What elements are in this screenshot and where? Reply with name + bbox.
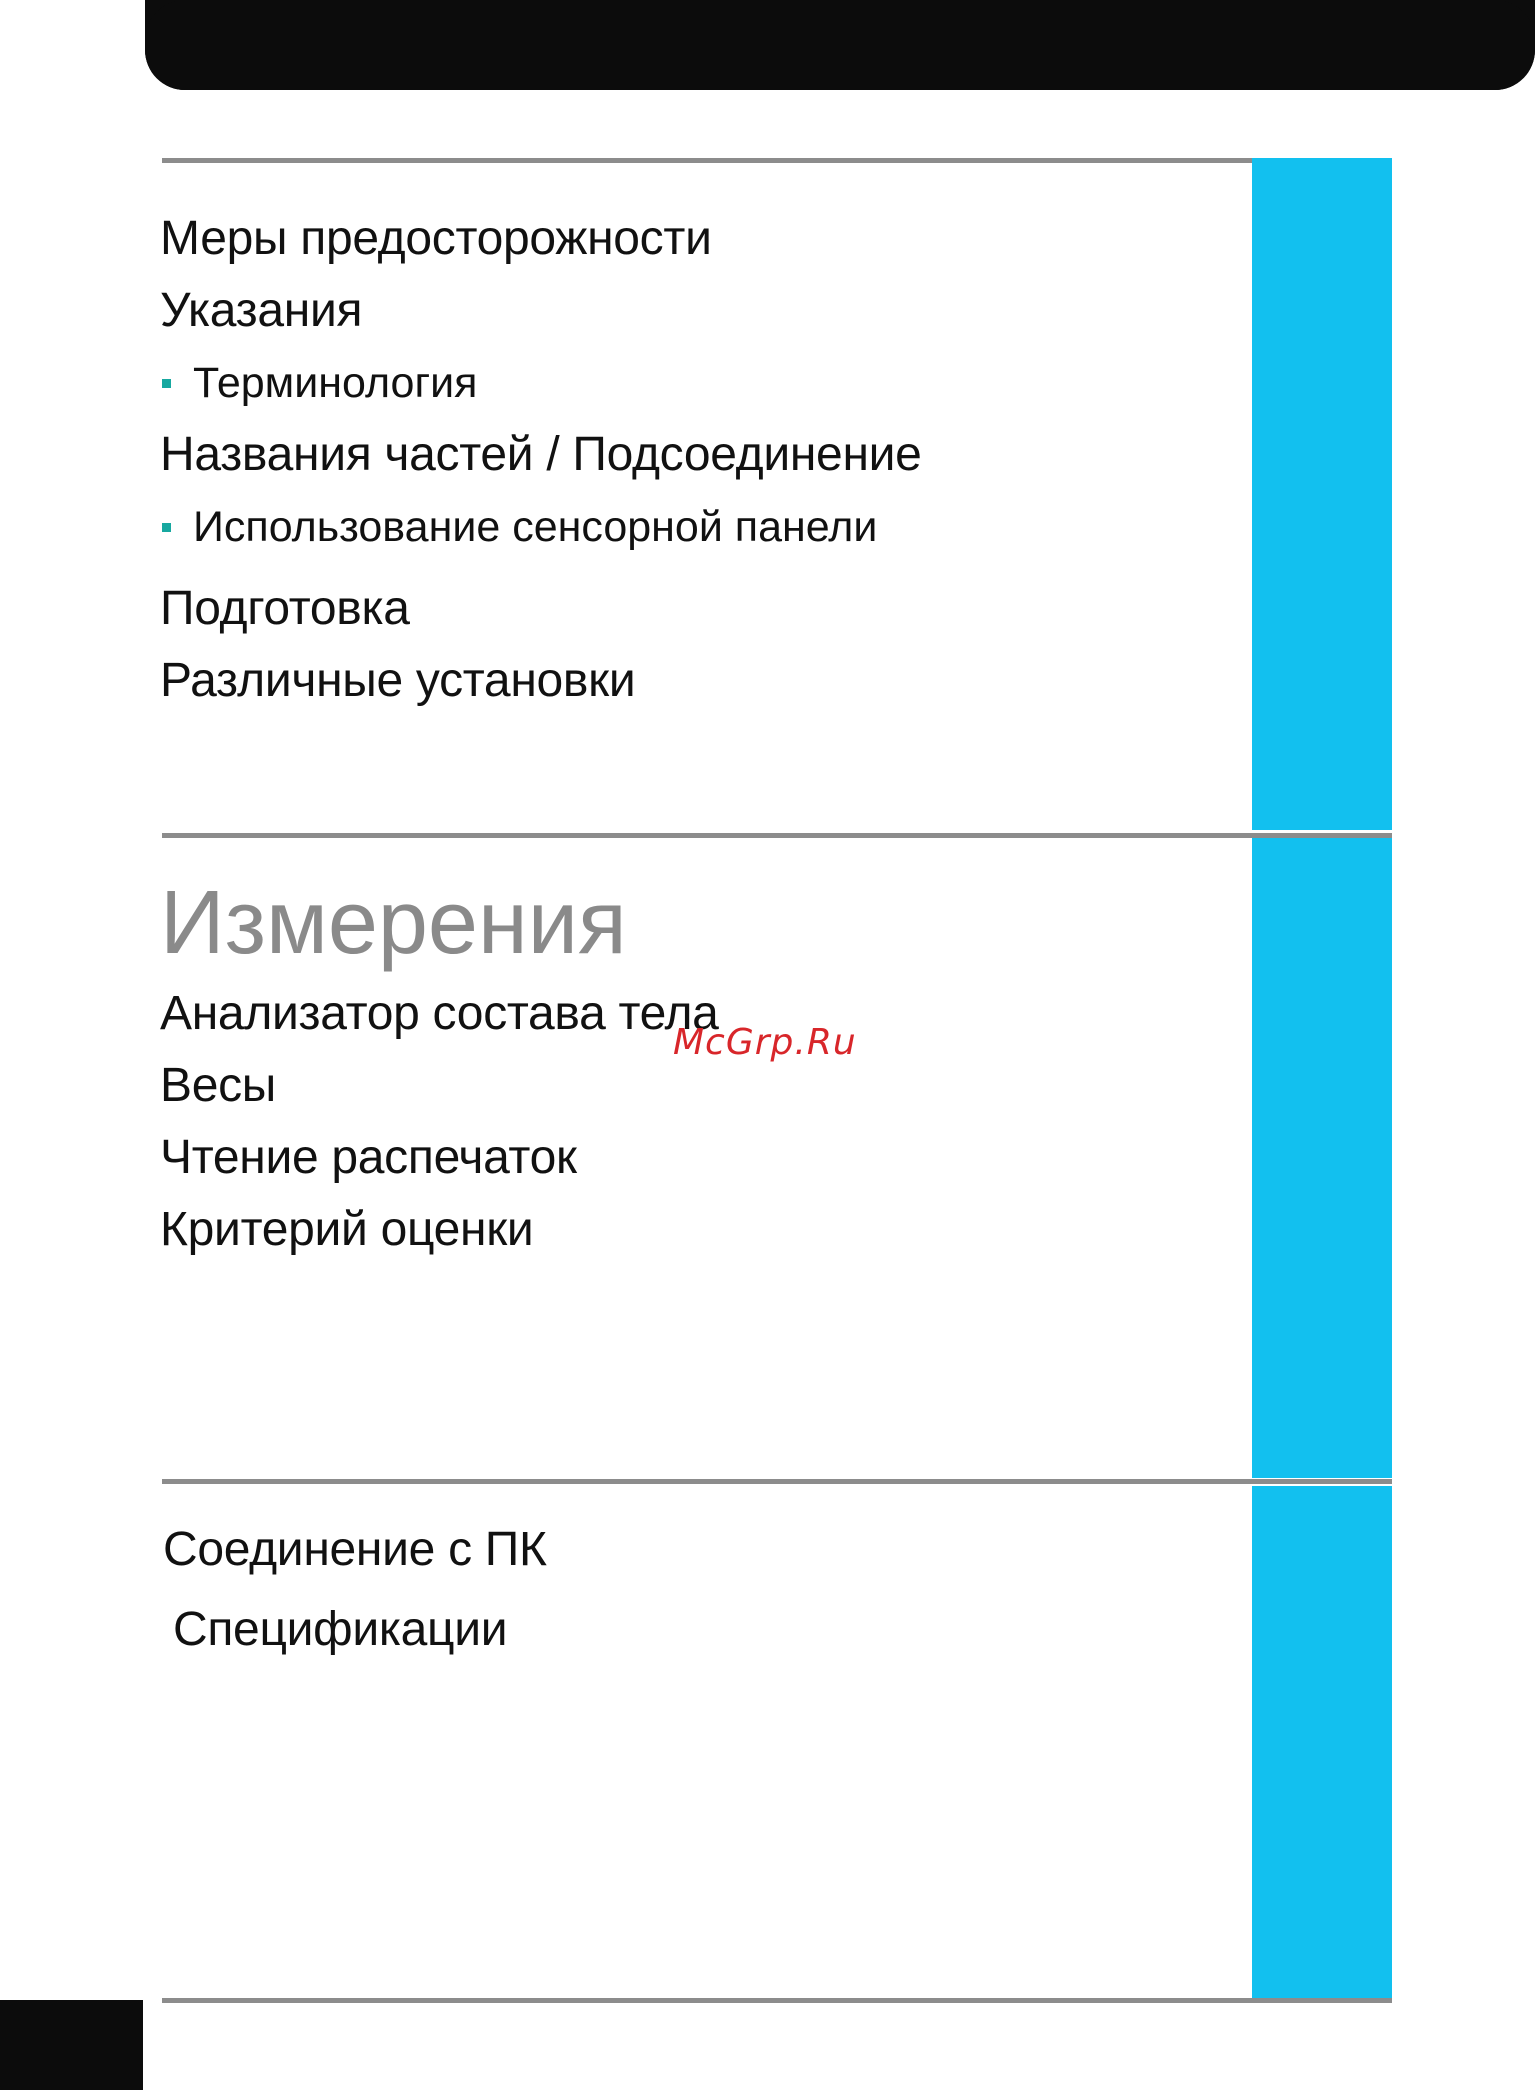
section3-blue-tab xyxy=(1252,1486,1392,1998)
toc-item-body-composition-analyzer[interactable]: Анализатор состава тела xyxy=(160,987,719,1040)
toc-item-evaluation-criteria[interactable]: Критерий оценки xyxy=(160,1203,534,1256)
toc-item-specifications[interactable]: Спецификации xyxy=(173,1603,508,1656)
toc-item-precautions[interactable]: Меры предосторожности xyxy=(160,212,712,265)
top-header-bar xyxy=(145,0,1535,90)
section-title-measurements: Измерения xyxy=(160,873,627,973)
section1-top-rule xyxy=(162,158,1392,163)
section3-list xyxy=(160,1510,1220,1670)
section1-list xyxy=(160,203,1220,717)
toc-item-instructions[interactable]: Указания xyxy=(160,284,363,337)
watermark-text: McGrp.Ru xyxy=(673,1022,857,1063)
toc-item-various-settings[interactable]: Различные установки xyxy=(160,654,636,707)
bottom-rule xyxy=(162,1998,1392,2003)
section2-list xyxy=(160,868,1220,1266)
bottom-left-corner-block xyxy=(0,2000,143,2090)
section3-top-rule xyxy=(162,1479,1392,1484)
section1-blue-tab xyxy=(1252,158,1392,830)
toc-subitem-touch-panel[interactable] xyxy=(160,491,1220,563)
bullet-icon xyxy=(162,379,171,388)
toc-item-reading-printouts[interactable]: Чтение распечаток xyxy=(160,1131,577,1184)
section2-top-rule xyxy=(162,833,1392,838)
toc-subitem-label: Терминология xyxy=(193,359,478,407)
toc-item-pc-connection[interactable]: Соединение с ПК xyxy=(163,1523,547,1576)
toc-subitem-label: Использование сенсорной панели xyxy=(193,503,878,551)
toc-subitem-terminology[interactable] xyxy=(160,347,1220,419)
toc-item-part-names-connection[interactable]: Названия частей / Подсоединение xyxy=(160,428,922,481)
section2-blue-tab xyxy=(1252,838,1392,1478)
toc-item-preparation[interactable]: Подготовка xyxy=(160,582,410,635)
toc-item-scales[interactable]: Весы xyxy=(160,1059,277,1112)
bullet-icon xyxy=(162,523,171,532)
